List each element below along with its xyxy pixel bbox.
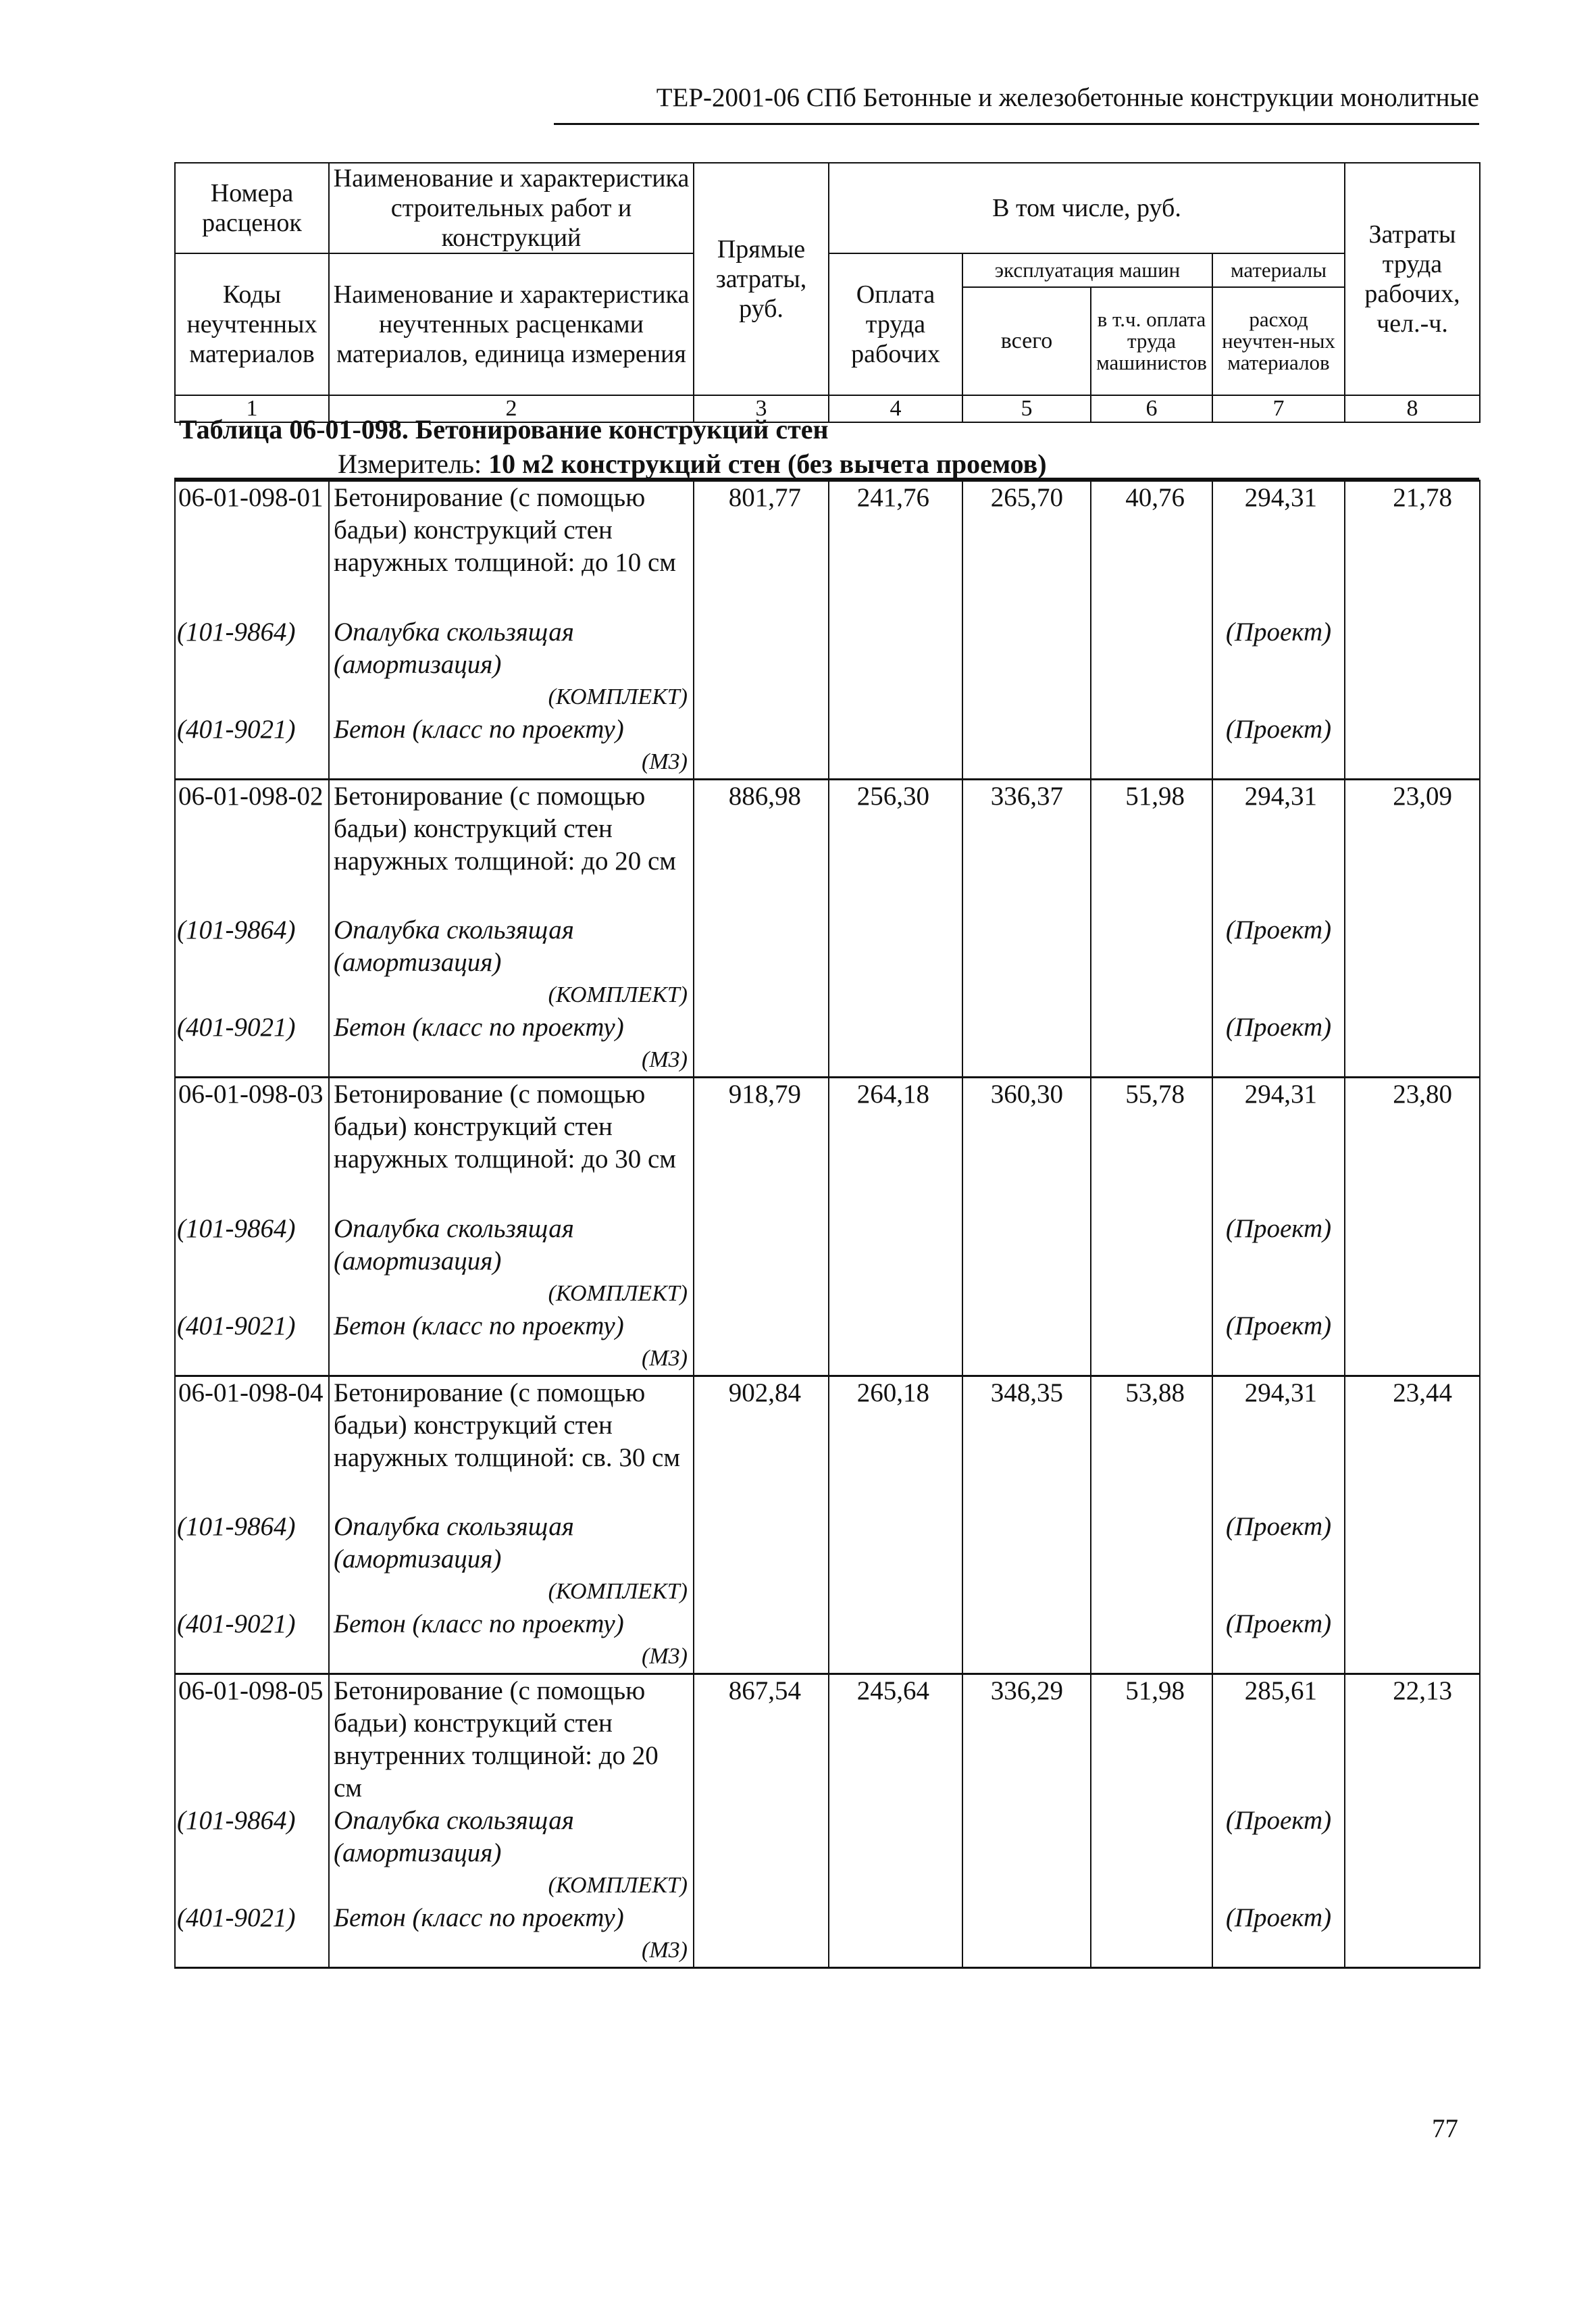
header-machine-operation: эксплуатация машин (962, 253, 1212, 287)
operator-pay: 55,78 (1091, 1078, 1212, 1213)
empty-cell (829, 1608, 962, 1674)
material-cell (329, 1511, 694, 1608)
material-row (175, 1310, 1480, 1376)
empty-cell (962, 1805, 1091, 1902)
empty-cell (1091, 713, 1212, 780)
labor-hours: 23,44 (1345, 1376, 1480, 1511)
header-including-group: В том числе, руб. (829, 163, 1345, 253)
rate-code: 06-01-098-04 (175, 1376, 329, 1511)
machine-total: 336,37 (962, 779, 1091, 914)
material-code: (401-9021) (175, 1011, 329, 1078)
material-mark: (Проект) (1212, 914, 1345, 1011)
page-number: 77 (1432, 2114, 1458, 2143)
empty-cell (829, 1902, 962, 1968)
page-header: ТЕР-2001-06 СПб Бетонные и железобетонные конструкции монолитные (656, 83, 1479, 112)
operator-pay: 51,98 (1091, 1674, 1212, 1805)
worker-pay: 256,30 (829, 779, 962, 914)
material-cell (329, 1310, 694, 1376)
rate-code: 06-01-098-02 (175, 779, 329, 914)
material-cell (329, 1011, 694, 1078)
material-mark: (Проект) (1212, 1608, 1345, 1674)
empty-cell (962, 914, 1091, 1011)
material-cell (329, 1902, 694, 1968)
rate-code: 06-01-098-05 (175, 1674, 329, 1805)
rate-name: Бетонирование (с помощью бадьи) конструкций стен наружных толщиной: до 20 см (329, 779, 694, 914)
header-worker-pay: Оплата труда рабочих (829, 253, 962, 395)
material-code: (401-9021) (175, 713, 329, 780)
empty-cell (1091, 1511, 1212, 1608)
rates-table (174, 480, 1481, 1969)
worker-pay: 260,18 (829, 1376, 962, 1511)
material-name: Опалубка скользящая (амортизация) (334, 1512, 574, 1574)
header-unaccounted-materials: расход неучтен-ных материалов (1212, 287, 1345, 395)
materials-cost: 294,31 (1212, 779, 1345, 914)
material-row (175, 1805, 1480, 1902)
material-code: (101-9864) (175, 1213, 329, 1310)
empty-cell (694, 713, 829, 780)
operator-pay: 53,88 (1091, 1376, 1212, 1511)
material-code: (401-9021) (175, 1310, 329, 1376)
material-name: Опалубка скользящая (амортизация) (334, 617, 574, 679)
empty-cell (1091, 1902, 1212, 1968)
direct-costs: 886,98 (694, 779, 829, 914)
material-code: (401-9021) (175, 1902, 329, 1968)
material-name: Бетон (класс по проекту) (334, 1903, 624, 1932)
material-unit: (КОМПЛЕКТ) (548, 1579, 688, 1604)
material-name: Бетон (класс по проекту) (334, 714, 624, 744)
material-row (175, 1213, 1480, 1310)
material-row (175, 1902, 1480, 1968)
material-cell (329, 1213, 694, 1310)
column-header-table (174, 162, 1481, 423)
material-unit: (М3) (642, 749, 688, 774)
empty-cell (1345, 1310, 1480, 1376)
material-name: Бетон (класс по проекту) (334, 1013, 624, 1042)
labor-hours: 23,80 (1345, 1078, 1480, 1213)
column-number: 4 (829, 395, 962, 422)
material-row (175, 1608, 1480, 1674)
measurement-unit (338, 448, 1047, 480)
empty-cell (694, 1805, 829, 1902)
material-name: Бетон (класс по проекту) (334, 1609, 624, 1638)
material-unit: (КОМПЛЕКТ) (548, 1873, 688, 1898)
empty-cell (1345, 1511, 1480, 1608)
material-cell (329, 616, 694, 713)
operator-pay: 51,98 (1091, 779, 1212, 914)
materials-cost: 294,31 (1212, 1376, 1345, 1511)
material-mark: (Проект) (1212, 1213, 1345, 1310)
machine-total: 336,29 (962, 1674, 1091, 1805)
empty-cell (694, 1213, 829, 1310)
empty-cell (1345, 1608, 1480, 1674)
material-cell (329, 713, 694, 780)
header-material-names: Наименование и характеристика неучтенных расценками материалов, единица измерения (329, 253, 694, 395)
material-code: (101-9864) (175, 1805, 329, 1902)
meter-label: Измеритель: (338, 449, 482, 479)
header-work-name: Наименование и характеристика строительных работ и конструкций (329, 163, 694, 253)
material-name: Бетон (класс по проекту) (334, 1311, 624, 1340)
empty-cell (1345, 1902, 1480, 1968)
material-name: Опалубка скользящая (амортизация) (334, 1806, 574, 1867)
material-mark: (Проект) (1212, 1511, 1345, 1608)
material-unit: (КОМПЛЕКТ) (548, 982, 688, 1007)
empty-cell (829, 1511, 962, 1608)
material-unit: (М3) (642, 1345, 688, 1371)
empty-cell (1345, 914, 1480, 1011)
empty-cell (962, 1608, 1091, 1674)
empty-cell (1091, 1310, 1212, 1376)
material-mark: (Проект) (1212, 616, 1345, 713)
material-cell (329, 1608, 694, 1674)
header-rate-numbers: Номера расценок (175, 163, 329, 253)
empty-cell (962, 1902, 1091, 1968)
column-number: 3 (694, 395, 829, 422)
table-title: Таблица 06-01-098. Бетонирование конструкций стен (179, 414, 829, 445)
empty-cell (1345, 1011, 1480, 1078)
material-mark: (Проект) (1212, 1805, 1345, 1902)
header-direct-costs: Прямые затраты, руб. (694, 163, 829, 395)
empty-cell (962, 1213, 1091, 1310)
material-mark: (Проект) (1212, 1011, 1345, 1078)
header-operator-pay: в т.ч. оплата труда машинистов (1091, 287, 1212, 395)
empty-cell (694, 1310, 829, 1376)
rate-name: Бетонирование (с помощью бадьи) конструкций стен внутренних толщиной: до 20 см (329, 1674, 694, 1805)
material-cell (329, 1805, 694, 1902)
worker-pay: 245,64 (829, 1674, 962, 1805)
empty-cell (1091, 616, 1212, 713)
labor-hours: 23,09 (1345, 779, 1480, 914)
column-number: 2 (329, 395, 694, 422)
empty-cell (962, 616, 1091, 713)
material-row (175, 1511, 1480, 1608)
empty-cell (962, 713, 1091, 780)
column-number: 1 (175, 395, 329, 422)
empty-cell (1345, 616, 1480, 713)
rate-name: Бетонирование (с помощью бадьи) конструкций стен наружных толщиной: до 10 см (329, 481, 694, 616)
machine-total: 348,35 (962, 1376, 1091, 1511)
material-name: Опалубка скользящая (амортизация) (334, 915, 574, 977)
direct-costs: 902,84 (694, 1376, 829, 1511)
worker-pay: 241,76 (829, 481, 962, 616)
direct-costs: 801,77 (694, 481, 829, 616)
labor-hours: 21,78 (1345, 481, 1480, 616)
empty-cell (1091, 1608, 1212, 1674)
empty-cell (694, 616, 829, 713)
rate-code: 06-01-098-03 (175, 1078, 329, 1213)
header-material-codes: Коды неучтенных материалов (175, 253, 329, 395)
column-number: 6 (1091, 395, 1212, 422)
labor-hours: 22,13 (1345, 1674, 1480, 1805)
material-unit: (КОМПЛЕКТ) (548, 684, 688, 709)
empty-cell (1345, 1805, 1480, 1902)
column-number: 7 (1212, 395, 1345, 422)
header-machine-total: всего (962, 287, 1091, 395)
material-row (175, 713, 1480, 780)
empty-cell (829, 1310, 962, 1376)
header-rule (554, 123, 1479, 125)
material-row (175, 914, 1480, 1011)
material-unit: (КОМПЛЕКТ) (548, 1280, 688, 1306)
direct-costs: 918,79 (694, 1078, 829, 1213)
material-name: Опалубка скользящая (амортизация) (334, 1213, 574, 1276)
empty-cell (962, 1011, 1091, 1078)
empty-cell (694, 1011, 829, 1078)
rate-row (175, 1674, 1480, 1805)
empty-cell (1091, 1805, 1212, 1902)
materials-cost: 285,61 (1212, 1674, 1345, 1805)
material-code: (401-9021) (175, 1608, 329, 1674)
rate-code: 06-01-098-01 (175, 481, 329, 616)
rate-name: Бетонирование (с помощью бадьи) конструкций стен наружных толщиной: до 30 см (329, 1078, 694, 1213)
empty-cell (829, 1805, 962, 1902)
empty-cell (829, 713, 962, 780)
column-number: 5 (962, 395, 1091, 422)
meter-value: 10 м2 конструкций стен (без вычета проемов) (488, 449, 1047, 479)
empty-cell (694, 914, 829, 1011)
material-code: (101-9864) (175, 616, 329, 713)
empty-cell (829, 914, 962, 1011)
material-unit: (М3) (642, 1644, 688, 1669)
empty-cell (1345, 1213, 1480, 1310)
material-unit: (М3) (642, 1938, 688, 1963)
header-materials: материалы (1212, 253, 1345, 287)
direct-costs: 867,54 (694, 1674, 829, 1805)
column-number: 8 (1345, 395, 1480, 422)
empty-cell (962, 1310, 1091, 1376)
worker-pay: 264,18 (829, 1078, 962, 1213)
empty-cell (1345, 713, 1480, 780)
rate-row (175, 779, 1480, 914)
materials-cost: 294,31 (1212, 1078, 1345, 1213)
empty-cell (1091, 914, 1212, 1011)
empty-cell (694, 1608, 829, 1674)
empty-cell (1091, 1213, 1212, 1310)
machine-total: 360,30 (962, 1078, 1091, 1213)
material-unit: (М3) (642, 1047, 688, 1072)
material-mark: (Проект) (1212, 1310, 1345, 1376)
empty-cell (829, 1011, 962, 1078)
material-mark: (Проект) (1212, 1902, 1345, 1968)
material-cell (329, 914, 694, 1011)
empty-cell (694, 1511, 829, 1608)
material-row (175, 1011, 1480, 1078)
empty-cell (962, 1511, 1091, 1608)
empty-cell (694, 1902, 829, 1968)
rate-row (175, 1376, 1480, 1511)
empty-cell (829, 616, 962, 713)
materials-cost: 294,31 (1212, 481, 1345, 616)
rate-row (175, 1078, 1480, 1213)
rate-row (175, 481, 1480, 616)
material-mark: (Проект) (1212, 713, 1345, 780)
material-code: (101-9864) (175, 914, 329, 1011)
material-code: (101-9864) (175, 1511, 329, 1608)
empty-cell (1091, 1011, 1212, 1078)
empty-cell (829, 1213, 962, 1310)
material-row (175, 616, 1480, 713)
machine-total: 265,70 (962, 481, 1091, 616)
operator-pay: 40,76 (1091, 481, 1212, 616)
rate-name: Бетонирование (с помощью бадьи) конструкций стен наружных толщиной: св. 30 см (329, 1376, 694, 1511)
header-labor-hours: Затраты труда рабочих, чел.-ч. (1345, 163, 1480, 395)
